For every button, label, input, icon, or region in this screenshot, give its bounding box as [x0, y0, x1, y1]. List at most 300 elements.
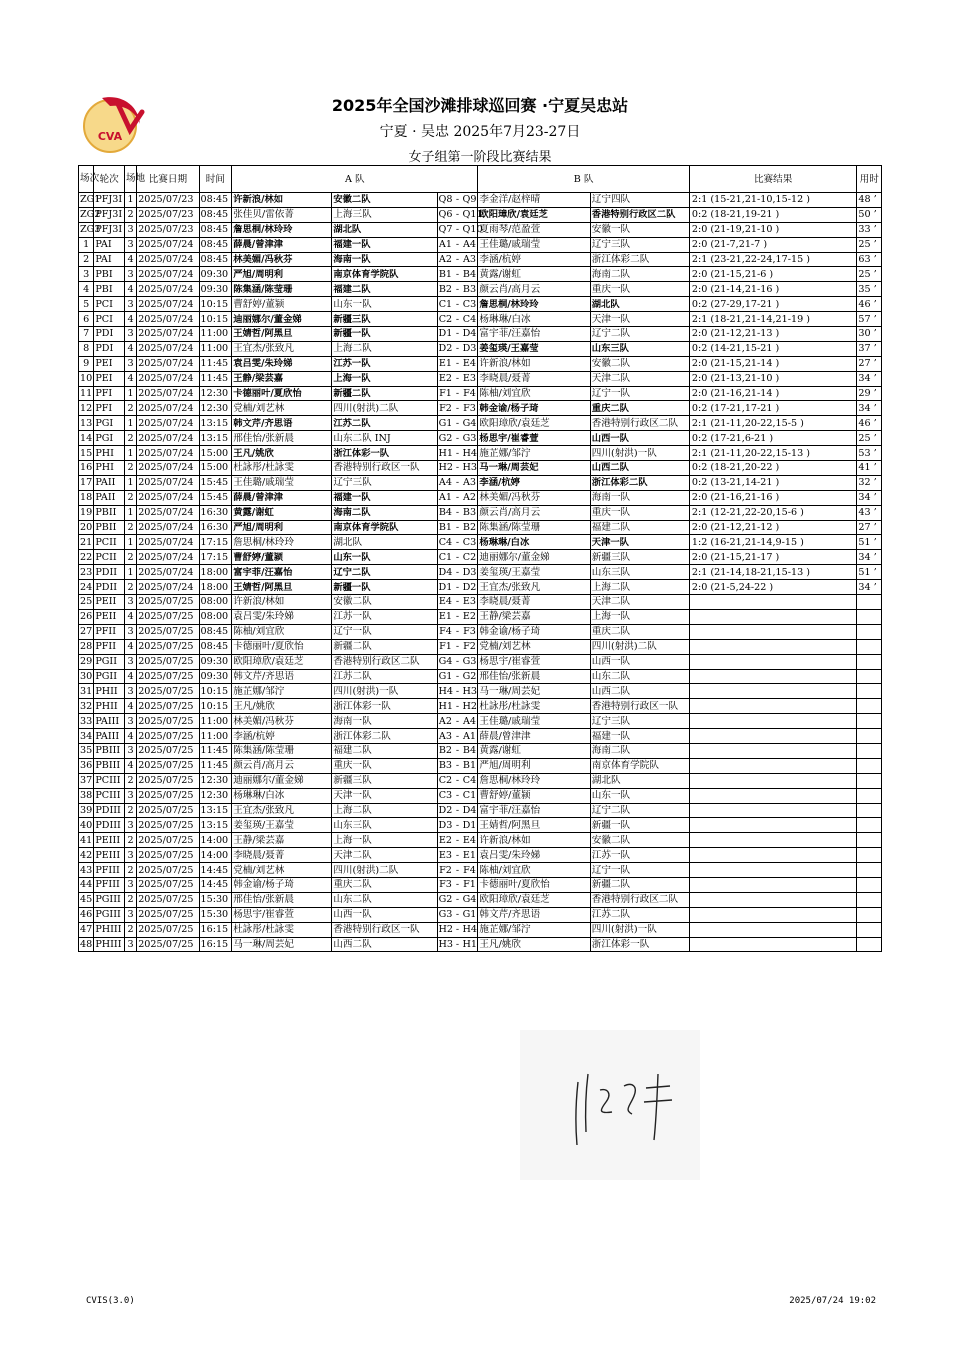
match-duration: 63 ’: [857, 252, 882, 267]
team-a-seed: Q7: [438, 224, 453, 236]
team-b-name: 安徽一队: [590, 222, 689, 237]
round: PBII: [94, 505, 125, 520]
team-a-seed: F1: [437, 639, 453, 654]
round: PCIII: [94, 788, 125, 803]
team-b-players: 李晓晨/聂菁: [478, 371, 590, 386]
court: 2: [124, 863, 136, 878]
team-a-players: 王凡/姚欣: [232, 446, 332, 461]
match-time: 11:45: [199, 356, 232, 371]
results-table: [78, 165, 882, 952]
court: 2: [124, 803, 136, 818]
header-date: 比赛日期: [137, 166, 199, 193]
round: PFI: [94, 401, 125, 416]
team-a-seed: A1: [438, 492, 452, 504]
court: 1: [124, 446, 136, 461]
team-b-name: 香港特别行政区二队: [590, 892, 689, 907]
team-b-name: 辽宁一队: [590, 863, 689, 878]
match-duration: 50 ’: [857, 207, 882, 222]
seed-separator: -: [453, 848, 461, 863]
match-time: 10:15: [199, 699, 232, 714]
match-time: 12:30: [199, 386, 232, 401]
team-b-name: 山东一队: [590, 788, 689, 803]
seed-separator: -: [453, 490, 461, 505]
match-date: 2025/07/25: [137, 743, 199, 758]
court: 3: [124, 356, 136, 371]
team-a-players: 陈柚/刘宜欣: [232, 624, 332, 639]
match-date: 2025/07/24: [137, 401, 199, 416]
team-b-players: 韩文芹/齐思语: [478, 907, 590, 922]
team-b-players: 邢佳怡/张新晨: [478, 669, 590, 684]
team-a-name: 辽宁二队: [332, 565, 437, 580]
match-no: 24: [80, 581, 93, 593]
match-result: [689, 818, 857, 833]
team-a-players: 卡德丽叶/夏欣怡: [232, 639, 332, 654]
match-date: 2025/07/24: [137, 461, 199, 476]
table-row: [79, 729, 882, 744]
table-row: [79, 773, 882, 788]
team-a-seed: D3: [438, 819, 453, 831]
team-a-seed: F3: [437, 877, 453, 892]
match-duration: 51 ’: [857, 565, 882, 580]
match-time: 08:00: [199, 595, 232, 610]
team-b-name: 江苏一队: [590, 848, 689, 863]
team-a-players: 詹思桐/林玲玲: [232, 222, 332, 237]
match-date: 2025/07/25: [137, 803, 199, 818]
team-a-name: 江苏二队: [332, 416, 437, 431]
match-date: 2025/07/24: [137, 446, 199, 461]
match-result: [689, 877, 857, 892]
team-b-seed: F4: [462, 386, 478, 401]
round: PEIII: [94, 848, 125, 863]
team-a-players: 詹思桐/林玲玲: [232, 535, 332, 550]
team-a-seed: A2: [438, 715, 452, 727]
match-result: 2:0 (21-5,24-22 ): [689, 580, 857, 595]
team-b-name: 辽宁四队: [590, 193, 689, 208]
match-result: [689, 863, 857, 878]
team-a-name: 湖北队: [332, 535, 437, 550]
court: 3: [124, 818, 136, 833]
match-result: [689, 669, 857, 684]
seed-separator: -: [453, 565, 461, 580]
match-duration: 57 ’: [857, 312, 882, 327]
team-b-players: 许新浪/林如: [478, 356, 590, 371]
match-time: 11:45: [199, 758, 232, 773]
team-b-players: 富宇菲/汪嘉怡: [478, 327, 590, 342]
match-duration: [857, 624, 882, 639]
team-a-name: 南京体育学院队: [332, 520, 437, 535]
match-time: 08:45: [199, 222, 232, 237]
seed-separator: -: [453, 684, 461, 699]
match-date: 2025/07/24: [137, 475, 199, 490]
match-no: 37: [80, 775, 93, 787]
match-time: 11:00: [199, 729, 232, 744]
match-no: 40: [80, 819, 93, 831]
team-b-players: 杨思宇/崔睿萱: [478, 431, 590, 446]
match-no: 42: [80, 849, 93, 861]
seed-separator: -: [453, 877, 461, 892]
team-b-name: 海南一队: [590, 490, 689, 505]
match-duration: [857, 937, 882, 952]
table-row: [79, 624, 882, 639]
match-date: 2025/07/25: [137, 788, 199, 803]
seed-separator: -: [453, 312, 461, 327]
table-row: [79, 654, 882, 669]
court: 4: [124, 341, 136, 356]
seed-separator: -: [453, 833, 461, 848]
match-time: 14:45: [199, 863, 232, 878]
team-b-seed: E3: [462, 373, 477, 385]
match-result: [689, 758, 857, 773]
team-a-players: 曹舒婷/董颍: [232, 297, 332, 312]
court: 1: [124, 505, 136, 520]
match-time: 11:45: [199, 371, 232, 386]
match-no: 26: [80, 611, 93, 623]
team-a-name: 安徽二队: [332, 193, 437, 208]
court: 2: [124, 580, 136, 595]
team-a-name: 山东一队: [332, 550, 437, 565]
team-a-seed: F2: [437, 401, 453, 416]
match-result: [689, 922, 857, 937]
table-row: [79, 475, 882, 490]
header-court: 场地: [124, 166, 136, 193]
seed-separator: -: [453, 535, 461, 550]
team-b-name: 山东三队: [590, 565, 689, 580]
match-date: 2025/07/24: [137, 267, 199, 282]
court: 2: [124, 520, 136, 535]
match-result: 1:2 (16-21,21-14,9-15 ): [689, 535, 857, 550]
match-time: 18:00: [199, 580, 232, 595]
table-row: [79, 714, 882, 729]
seed-separator: -: [453, 609, 461, 624]
team-b-name: 重庆二队: [590, 401, 689, 416]
team-b-name: 浙江体彩二队: [590, 252, 689, 267]
team-a-players: 邢佳怡/张新晨: [232, 892, 332, 907]
round: PFI: [94, 386, 125, 401]
match-date: 2025/07/23: [137, 222, 199, 237]
team-a-seed: E3: [438, 849, 452, 861]
match-duration: [857, 684, 882, 699]
round: PFJ3I: [94, 207, 125, 222]
team-a-name: 香港特别行政区一队: [332, 461, 437, 476]
team-a-players: 许新浪/林如: [232, 193, 332, 208]
court: 2: [124, 833, 136, 848]
team-b-seed: D3: [462, 343, 477, 355]
team-a-name: 上海一队: [332, 833, 437, 848]
header-time: 时间: [199, 166, 232, 193]
team-a-name: 福建一队: [332, 237, 437, 252]
table-row: [79, 892, 882, 907]
match-time: 12:30: [199, 773, 232, 788]
round: PBII: [94, 520, 125, 535]
match-date: 2025/07/24: [137, 386, 199, 401]
team-a-seed: H4: [438, 685, 454, 697]
match-no: 22: [80, 551, 93, 563]
team-a-players: 颜云肖/高月云: [232, 758, 332, 773]
round: PCI: [94, 312, 125, 327]
team-b-name: 重庆一队: [590, 505, 689, 520]
match-no: 11: [80, 388, 93, 400]
court: 2: [124, 773, 136, 788]
match-result: [689, 699, 857, 714]
match-result: 2:1 (23-21,22-24,17-15 ): [689, 252, 857, 267]
team-a-name: 山东二队: [332, 892, 437, 907]
match-no: 9: [79, 356, 94, 371]
match-date: 2025/07/24: [137, 490, 199, 505]
team-b-name: 山西二队: [590, 684, 689, 699]
team-a-name: 福建二队: [332, 282, 437, 297]
team-b-seed: C1: [462, 790, 477, 802]
table-header-row: [79, 166, 882, 193]
match-duration: 25 ’: [857, 431, 882, 446]
table-row: [79, 877, 882, 892]
table-row: [79, 922, 882, 937]
match-date: 2025/07/25: [137, 818, 199, 833]
seed-separator: -: [453, 282, 461, 297]
team-b-name: 海南二队: [590, 743, 689, 758]
team-b-seed: G2: [462, 670, 477, 682]
team-a-name: 辽宁一队: [332, 624, 437, 639]
match-date: 2025/07/24: [137, 416, 199, 431]
court: 3: [124, 595, 136, 610]
team-a-name: 浙江体彩一队: [332, 699, 437, 714]
match-result: 2:1 (12-21,22-20,15-6 ): [689, 505, 857, 520]
match-duration: [857, 922, 882, 937]
match-date: 2025/07/24: [137, 565, 199, 580]
match-no: 48: [80, 938, 93, 950]
team-a-seed: C1: [438, 551, 453, 563]
team-a-seed: G2: [438, 432, 453, 444]
match-duration: [857, 907, 882, 922]
round: PDI: [94, 341, 125, 356]
team-a-name: 浙江体彩二队: [332, 729, 437, 744]
match-time: 15:45: [199, 490, 232, 505]
header-team-a: A 队: [232, 166, 478, 193]
round: PHII: [94, 699, 125, 714]
table-row: [79, 699, 882, 714]
court: 1: [124, 386, 136, 401]
court: 3: [124, 237, 136, 252]
team-a-players: 杜詠彤/杜詠雯: [232, 922, 332, 937]
team-b-seed: H3: [462, 685, 478, 697]
team-a-players: 王凡/姚欣: [232, 699, 332, 714]
team-a-players: 马一琳/周芸妃: [232, 937, 332, 952]
team-a-seed: B2: [438, 283, 453, 295]
team-a-name: 重庆一队: [332, 758, 437, 773]
match-date: 2025/07/25: [137, 714, 199, 729]
table-row: [79, 848, 882, 863]
team-b-name: 山西一队: [590, 654, 689, 669]
table-row: [79, 550, 882, 565]
match-no: 45: [80, 894, 93, 906]
team-b-name: 新疆二队: [590, 877, 689, 892]
round: PEI: [94, 356, 125, 371]
match-no: 29: [80, 656, 93, 668]
match-time: 11:00: [199, 341, 232, 356]
match-time: 15:30: [199, 892, 232, 907]
round: PCII: [94, 550, 125, 565]
team-a-seed: H1: [438, 700, 454, 712]
seed-separator: -: [453, 416, 461, 431]
match-result: 0:2 (27-29,17-21 ): [689, 297, 857, 312]
seed-separator: -: [453, 580, 461, 595]
court: 4: [124, 758, 136, 773]
team-b-seed: D2: [462, 581, 477, 593]
team-b-name: 安徽二队: [590, 833, 689, 848]
team-a-players: 严旭/周明利: [232, 520, 332, 535]
team-b-name: 香港特别行政区二队: [590, 207, 689, 222]
court: 3: [124, 624, 136, 639]
team-a-name: 浙江体彩一队: [332, 446, 437, 461]
match-duration: 27 ’: [857, 356, 882, 371]
table-row: [79, 684, 882, 699]
court: 3: [124, 684, 136, 699]
match-date: 2025/07/23: [137, 207, 199, 222]
match-time: 08:45: [199, 252, 232, 267]
court: 4: [124, 609, 136, 624]
team-a-name: 上海二队: [332, 341, 437, 356]
court: 4: [124, 669, 136, 684]
court: 4: [124, 699, 136, 714]
match-date: 2025/07/25: [137, 773, 199, 788]
seed-separator: -: [453, 699, 461, 714]
match-result: [689, 803, 857, 818]
team-b-players: 王静/梁芸嘉: [478, 609, 590, 624]
seed-separator: -: [453, 639, 461, 654]
match-date: 2025/07/24: [137, 520, 199, 535]
match-duration: [857, 773, 882, 788]
team-a-name: 新疆三队: [332, 312, 437, 327]
team-a-players: 曹舒婷/董颍: [232, 550, 332, 565]
match-no: 31: [80, 685, 93, 697]
round: PEII: [94, 609, 125, 624]
team-a-seed: A2: [438, 254, 452, 265]
team-b-players: 林美媚/冯秋芬: [478, 490, 590, 505]
court: 3: [124, 267, 136, 282]
match-no: ZG3: [80, 224, 101, 236]
seed-separator: -: [453, 237, 461, 252]
team-a-name: 四川(射洪)二队: [332, 863, 437, 878]
team-b-name: 湖北队: [590, 773, 689, 788]
table-row: [79, 937, 882, 952]
round: PCII: [94, 535, 125, 550]
team-a-players: 欧阳璋欣/袁廷芝: [232, 654, 332, 669]
table-row: [79, 743, 882, 758]
team-b-players: 詹思桐/林玲玲: [478, 773, 590, 788]
match-result: 0:2 (14-21,15-21 ): [689, 341, 857, 356]
team-b-seed: B1: [462, 760, 477, 772]
match-result: 2:1 (15-21,21-10,15-12 ): [689, 193, 857, 208]
match-result: [689, 729, 857, 744]
match-duration: [857, 788, 882, 803]
match-duration: 41 ’: [857, 461, 882, 476]
match-duration: 51 ’: [857, 535, 882, 550]
match-time: 09:30: [199, 267, 232, 282]
team-a-players: 黄露/谢虹: [232, 505, 332, 520]
match-date: 2025/07/25: [137, 684, 199, 699]
round: PBI: [94, 282, 125, 297]
match-date: 2025/07/25: [137, 907, 199, 922]
table-row: [79, 535, 882, 550]
match-date: 2025/07/24: [137, 535, 199, 550]
match-date: 2025/07/25: [137, 922, 199, 937]
match-result: [689, 848, 857, 863]
match-result: 2:0 (21-14,21-16 ): [689, 282, 857, 297]
match-duration: 29 ’: [857, 386, 882, 401]
match-duration: 35 ’: [857, 282, 882, 297]
match-result: 2:0 (21-12,21-12 ): [689, 520, 857, 535]
team-b-seed: H4: [462, 447, 478, 459]
seed-separator: -: [453, 863, 461, 878]
team-b-players: 黄露/谢虹: [478, 267, 590, 282]
match-time: 08:45: [199, 624, 232, 639]
team-a-name: 四川(射洪)一队: [332, 684, 437, 699]
match-result: 2:0 (21-15,21-6 ): [689, 267, 857, 282]
team-b-players: 迪丽娜尔/董金娣: [478, 550, 590, 565]
table-row: [79, 520, 882, 535]
team-b-players: 杨琳琳/白冰: [478, 312, 590, 327]
seed-separator: -: [453, 431, 461, 446]
team-a-name: 海南一队: [332, 252, 437, 267]
team-b-players: 陈柚/刘宜欣: [478, 386, 590, 401]
table-row: [79, 609, 882, 624]
team-b-seed: E1: [462, 849, 477, 861]
team-b-seed: E4: [462, 834, 477, 846]
round: PGIII: [94, 907, 125, 922]
court: 1: [124, 193, 136, 208]
match-date: 2025/07/24: [137, 327, 199, 342]
team-b-players: 富宇菲/汪嘉怡: [478, 803, 590, 818]
table-row: [79, 222, 882, 237]
seed-separator: -: [453, 550, 461, 565]
team-b-players: 李晓晨/聂菁: [478, 595, 590, 610]
round: PFIII: [94, 863, 125, 878]
header-no: 场次: [79, 166, 94, 193]
table-row: [79, 580, 882, 595]
match-result: 2:1 (21-14,18-21,15-13 ): [689, 565, 857, 580]
seed-separator: -: [453, 714, 461, 729]
seed-separator: -: [453, 475, 461, 490]
match-duration: 43 ’: [857, 505, 882, 520]
table-row: [79, 252, 882, 267]
team-a-players: 薛晨/曾津津: [232, 490, 332, 505]
team-b-name: 山西一队: [590, 431, 689, 446]
team-a-seed: H2: [438, 462, 454, 474]
match-time: 13:15: [199, 431, 232, 446]
match-result: [689, 937, 857, 952]
team-a-seed: A4: [438, 477, 452, 489]
table-row: [79, 788, 882, 803]
match-time: 14:00: [199, 833, 232, 848]
round: PHIII: [94, 937, 125, 952]
team-b-name: 福建二队: [590, 520, 689, 535]
team-a-players: 党楠/刘艺林: [232, 401, 332, 416]
team-a-seed: G3: [438, 909, 453, 921]
team-a-name: 山东三队: [332, 818, 437, 833]
match-no: 10: [80, 373, 93, 385]
match-result: 0:2 (18-21,19-21 ): [689, 207, 857, 222]
team-b-seed: F4: [462, 863, 478, 878]
team-b-name: 天津一队: [590, 312, 689, 327]
team-a-seed: D1: [438, 581, 453, 593]
team-a-name: 上海二队: [332, 803, 437, 818]
table-row: [79, 461, 882, 476]
match-result: 0:2 (13-21,14-21 ): [689, 475, 857, 490]
team-b-name: 上海一队: [590, 609, 689, 624]
team-a-name: 海南一队: [332, 714, 437, 729]
table-row: [79, 356, 882, 371]
team-a-seed: C2: [438, 313, 453, 325]
team-b-seed: F3: [462, 624, 478, 639]
